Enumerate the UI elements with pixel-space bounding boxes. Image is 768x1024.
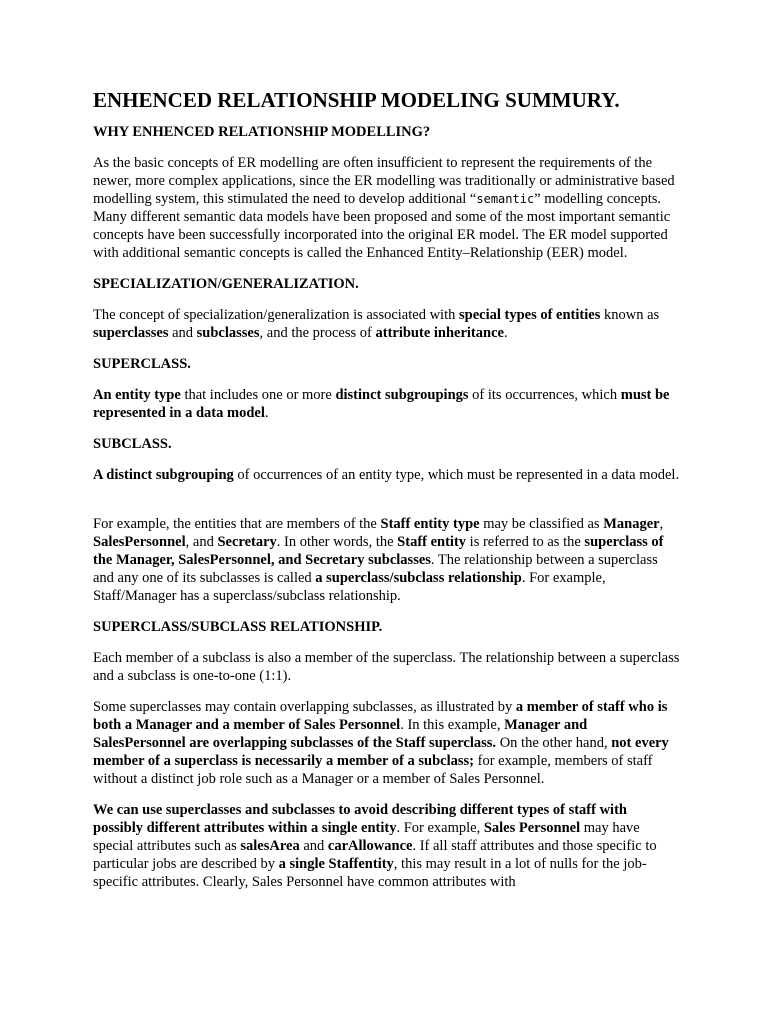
text-run: known as — [600, 307, 660, 323]
text-run: . — [264, 405, 269, 421]
bold-text-run: Sales Personnel — [483, 820, 581, 836]
bold-text-run: superclass of the Manager, SalesPersonnel, and Secretary subclasses — [93, 534, 664, 568]
bold-text-run: distinct subgroupings — [335, 387, 469, 403]
text-run: . For example, — [396, 820, 484, 836]
paragraph-subclass-example — [93, 515, 680, 605]
bold-text-run: Manager and SalesPersonnel are overlapping subclasses of the Staff superclass. — [93, 717, 588, 751]
bold-text-run: subclasses — [196, 325, 260, 341]
text-run: . The relationship between a superclass and any one of its subclasses is called — [93, 552, 658, 586]
paragraph-why-eer — [93, 154, 680, 262]
bold-text-run: superclasses — [93, 325, 169, 341]
paragraph-superclass — [93, 386, 680, 422]
bold-text-run: not every member of a superclass is necessarily a member of a subclass; — [93, 735, 669, 769]
text-run: On the other hand, — [496, 735, 612, 751]
text-run: As the basic concepts of ER modelling are often insufficient to represent the requirements of the newer, more complex applications, since the ER modelling was traditionally or administrative based modelling system, this stimulated the need to develop additional “ — [93, 155, 675, 207]
text-run: Each member of a subclass is also a member of the superclass. The relationship between a superclass and a subclass is one-to-one (1:1). — [93, 650, 680, 684]
bold-text-run: must be represented in a data model — [93, 387, 670, 421]
document-title: ENHENCED RELATIONSHIP MODELING SUMMURY. — [93, 88, 620, 112]
text-run: . — [503, 325, 508, 341]
heading-why-eer: WHY ENHENCED RELATIONSHIP MODELLING? — [93, 124, 431, 140]
text-run: . In other words, the — [276, 534, 398, 550]
bold-text-run: Manager — [603, 516, 660, 532]
heading-superclass: SUPERCLASS. — [93, 356, 191, 372]
text-run: may have special attributes such as — [93, 820, 640, 854]
text-run: of occurrences of an entity type, which must be represented in a data model. — [233, 467, 680, 483]
heading-specialization: SPECIALIZATION/GENERALIZATION. — [93, 276, 359, 292]
text-run: of its occurrences, which — [468, 387, 621, 403]
text-run: , — [659, 516, 664, 532]
bold-text-run: a superclass/subclass relationship — [315, 570, 522, 586]
bold-text-run: An entity type — [93, 387, 181, 403]
bold-text-run: a member of staff who is both a Manager and a member of Sales Personnel — [93, 699, 668, 733]
text-run: is referred to as the — [466, 534, 585, 550]
paragraph-avoid-nulls — [93, 801, 680, 891]
text-run: . If all staff attributes and those specific to particular jobs are described by — [93, 838, 657, 872]
paragraph-overlapping-subclasses — [93, 698, 680, 788]
bold-text-run: a single Staffentity — [278, 856, 394, 872]
bold-text-run: salesArea — [240, 838, 300, 854]
bold-text-run: SalesPersonnel — [93, 534, 186, 550]
bold-text-run: We can use superclasses and subclasses to avoid describing different types of staff with possibly different attributes within a single entity — [93, 802, 627, 836]
paragraph-relationship-definition — [93, 649, 680, 685]
paragraph-subclass-definition — [93, 466, 680, 484]
bold-text-run: Secretary — [217, 534, 277, 550]
text-run: The concept of specialization/generalization is associated with — [93, 307, 459, 323]
text-run: that includes one or more — [180, 387, 336, 403]
text-run: Some superclasses may contain overlapping subclasses, as illustrated by — [93, 699, 516, 715]
text-run: ” modelling concepts. Many different semantic data models have been proposed and some of the most important semantic concepts have been successfully incorporated into the original ER model. The ER model supported with additional semantic concepts is called the Enhanced Entity–Relationship (EER) model. — [93, 191, 671, 261]
text-run: and — [168, 325, 197, 341]
text-run: , and — [185, 534, 218, 550]
text-run: For example, the entities that are members of the — [93, 516, 381, 532]
text-run: and — [299, 838, 328, 854]
bold-text-run: Staff entity — [397, 534, 467, 550]
bold-text-run: attribute inheritance — [375, 325, 504, 341]
text-run: may be classified as — [479, 516, 604, 532]
text-run: . In this example, — [400, 717, 505, 733]
bold-text-run: Staff entity type — [380, 516, 480, 532]
bold-text-run: special types of entities — [458, 307, 601, 323]
text-run: for example, members of staff without a distinct job role such as a Manager or a member of Sales Personnel. — [93, 753, 653, 787]
text-run: , and the process of — [259, 325, 376, 341]
bold-text-run: carAllowance — [327, 838, 413, 854]
paragraph-specialization — [93, 306, 680, 342]
heading-subclass: SUBCLASS. — [93, 436, 172, 452]
bold-text-run: A distinct subgrouping — [93, 467, 234, 483]
text-run: . For example, Staff/Manager has a superclass/subclass relationship. — [93, 570, 606, 604]
text-run: semantic — [476, 192, 535, 206]
heading-superclass-subclass-relationship: SUPERCLASS/SUBCLASS RELATIONSHIP. — [93, 619, 383, 635]
text-run: , this may result in a lot of nulls for the job-specific attributes. Clearly, Sales Personnel have common attributes with — [93, 856, 647, 890]
